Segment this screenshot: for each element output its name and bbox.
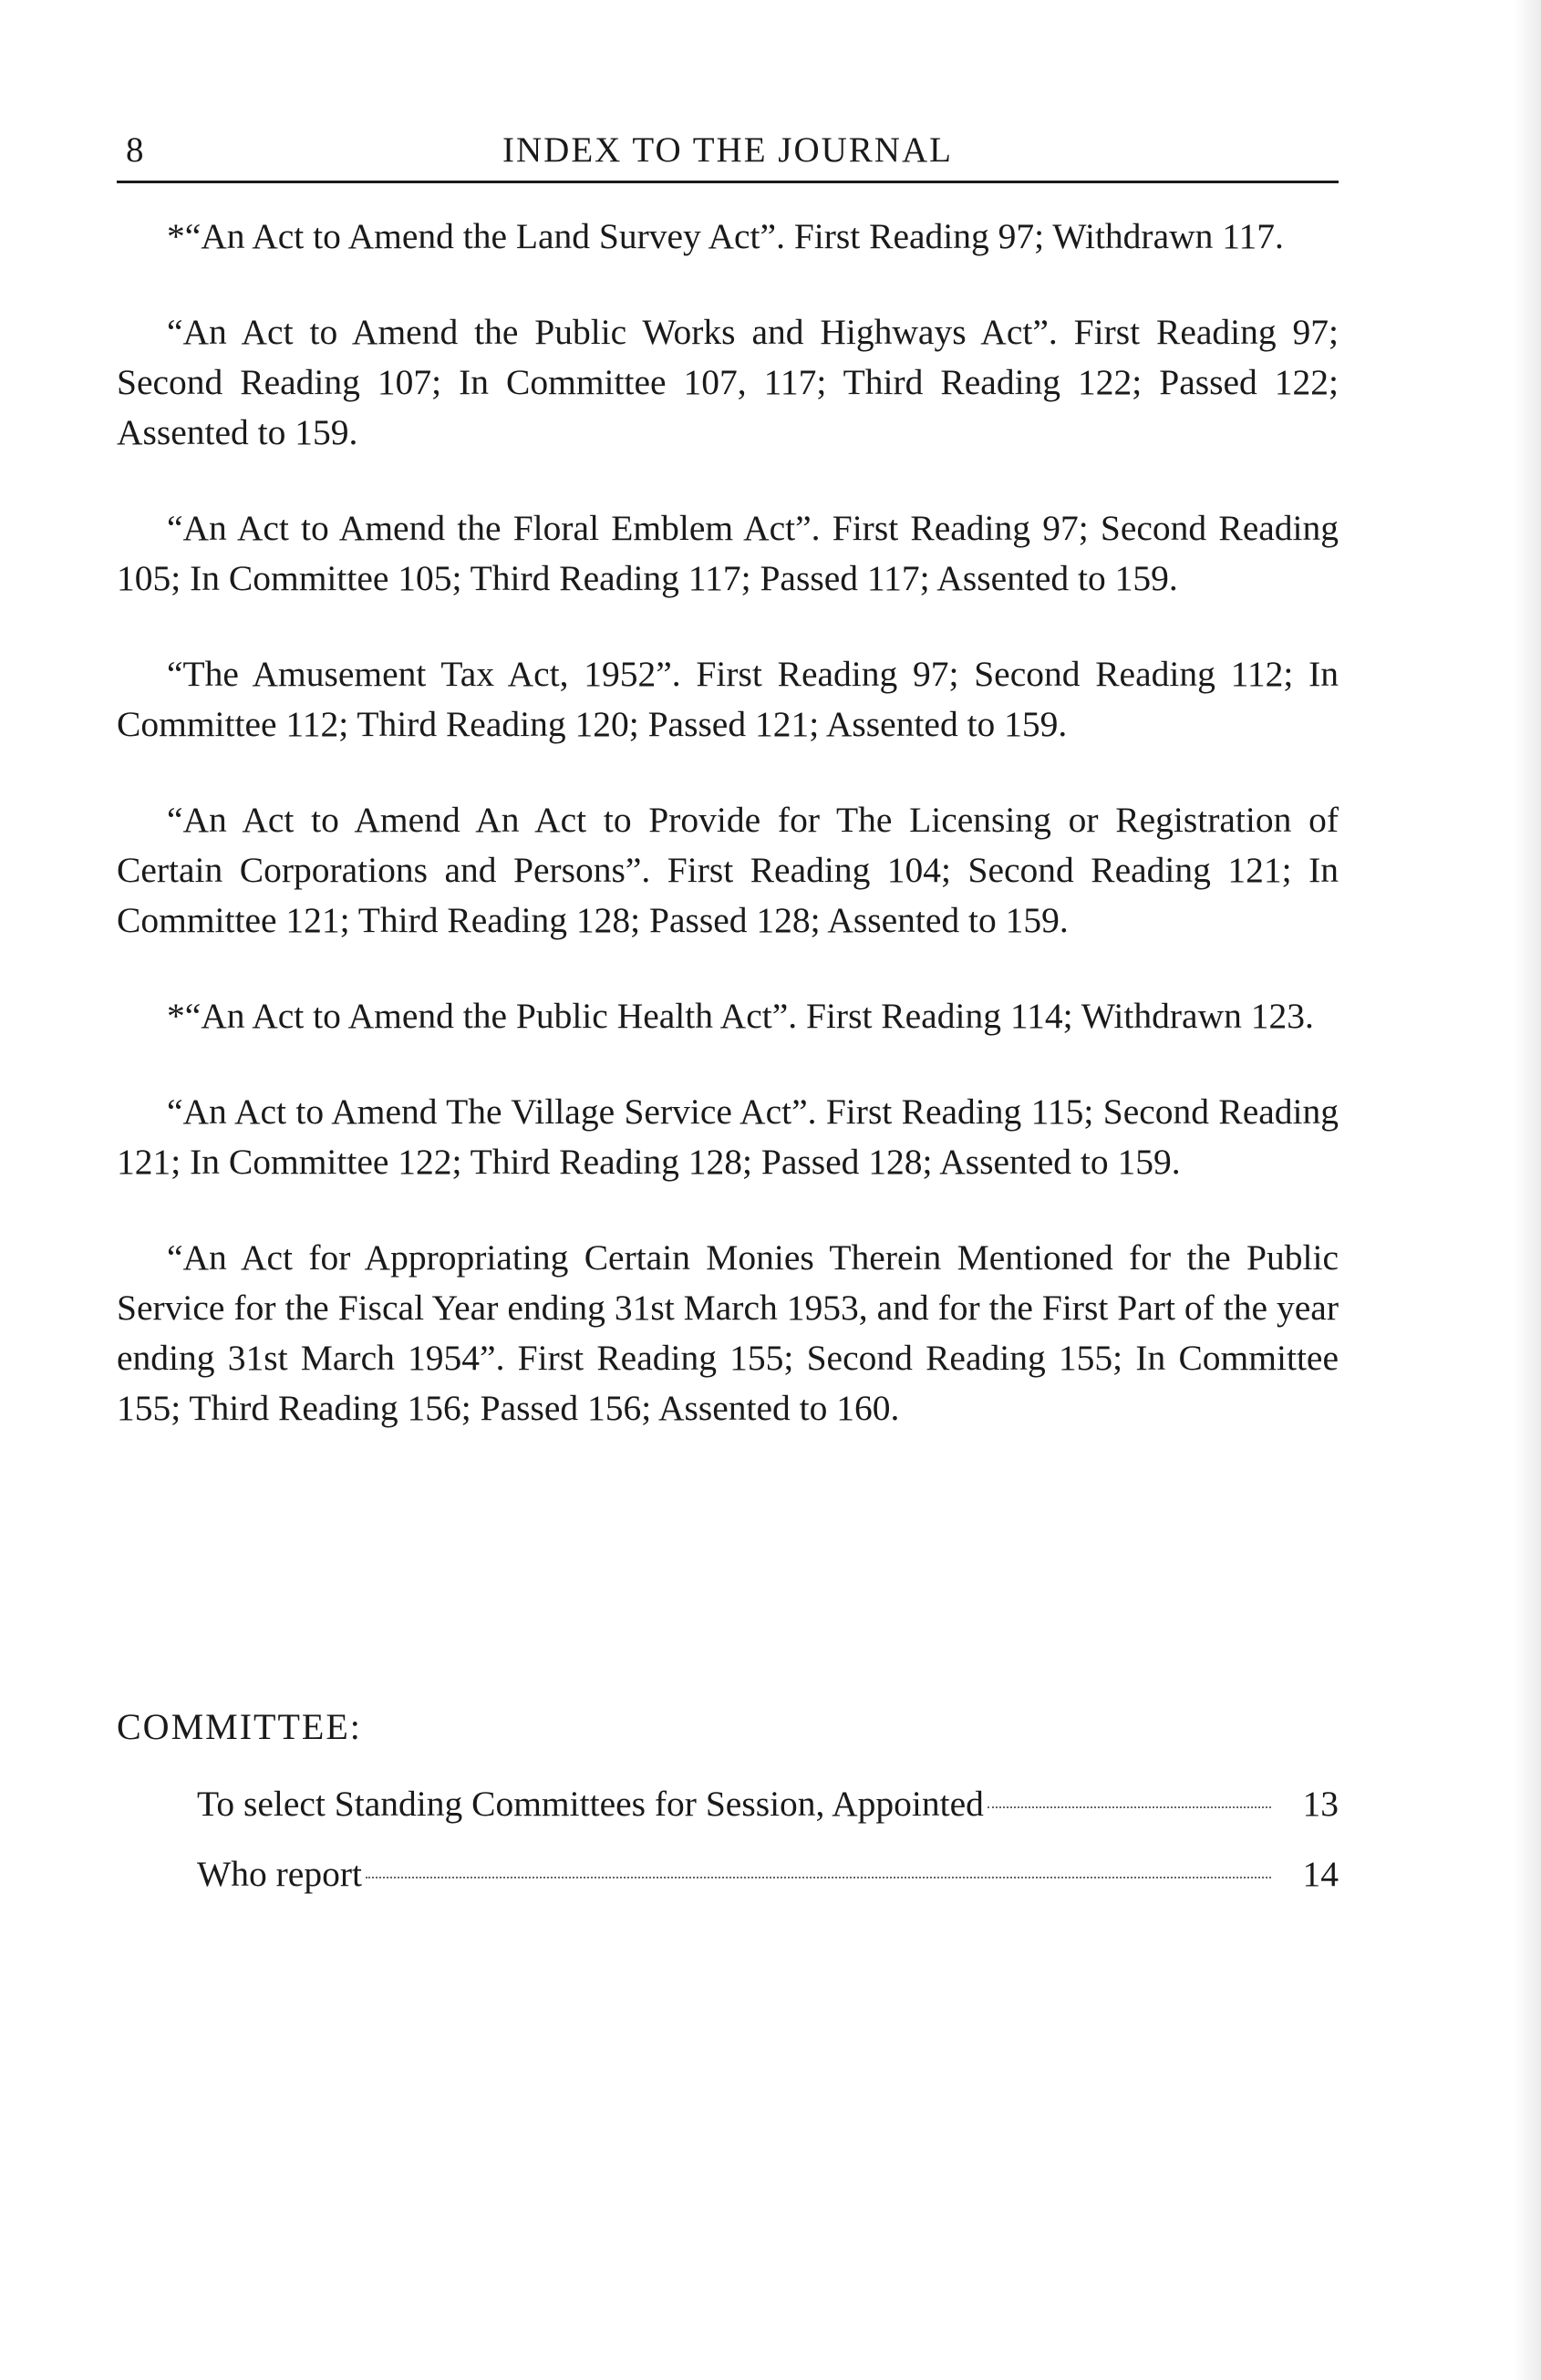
page-header: [117, 129, 1339, 177]
committee-item-page: 14: [1302, 1854, 1339, 1894]
committee-item-page: 13: [1302, 1784, 1339, 1824]
index-entry: “An Act for Appropriating Certain Monies Therein Mentioned for the Public Service for the Fiscal Year ending 31st March 1953, and for the First Part of the year ending 31st March 1954”. First Reading 155; Second Reading 155; In Committee 155; Third Reading 156; Passed 156; Assented to 160.: [117, 1237, 1339, 1428]
committee-list: [197, 1783, 1339, 1923]
committee-item: [197, 1853, 1339, 1903]
committee-item-label: Who report: [197, 1854, 362, 1894]
committee-item-label: To select Standing Committees for Session, Appointed: [197, 1784, 984, 1824]
index-entry: “An Act to Amend the Floral Emblem Act”. First Reading 97; Second Reading 105; In Committee 105; Third Reading 117; Passed 117; Assented to 159.: [117, 508, 1339, 598]
page-number: 8: [126, 130, 146, 170]
index-entry: “The Amusement Tax Act, 1952”. First Reading 97; Second Reading 112; In Committee 112; Third Reading 120; Passed 121; Assented to 159.: [117, 654, 1339, 744]
index-entry: *“An Act to Amend the Land Survey Act”. First Reading 97; Withdrawn 117.: [167, 216, 1284, 256]
index-entry: *“An Act to Amend the Public Health Act”. First Reading 114; Withdrawn 123.: [167, 996, 1314, 1036]
header-rule: [117, 181, 1339, 183]
index-entry: “An Act to Amend the Public Works and Highways Act”. First Reading 97; Second Reading 107; In Committee 107, 117; Third Reading 122; Passed 122; Assented to 159.: [117, 312, 1339, 452]
index-entry: “An Act to Amend An Act to Provide for The Licensing or Registration of Certain Corporations and Persons”. First Reading 104; Second Reading 121; In Committee 121; Third Reading 128; Passed 128; Assented to 159.: [117, 800, 1339, 940]
running-title: INDEX TO THE JOURNAL: [502, 130, 953, 170]
committee-item: [197, 1783, 1339, 1833]
page-edge-shadow: [1514, 0, 1541, 2380]
dot-leader: [366, 1877, 1271, 1878]
index-entry: “An Act to Amend The Village Service Act”. First Reading 115; Second Reading 121; In Committee 122; Third Reading 128; Passed 128; Assented to 159.: [117, 1092, 1339, 1182]
committee-heading: COMMITTEE:: [117, 1706, 362, 1747]
act-entries: [117, 212, 1339, 1479]
dot-leader: [988, 1806, 1271, 1808]
